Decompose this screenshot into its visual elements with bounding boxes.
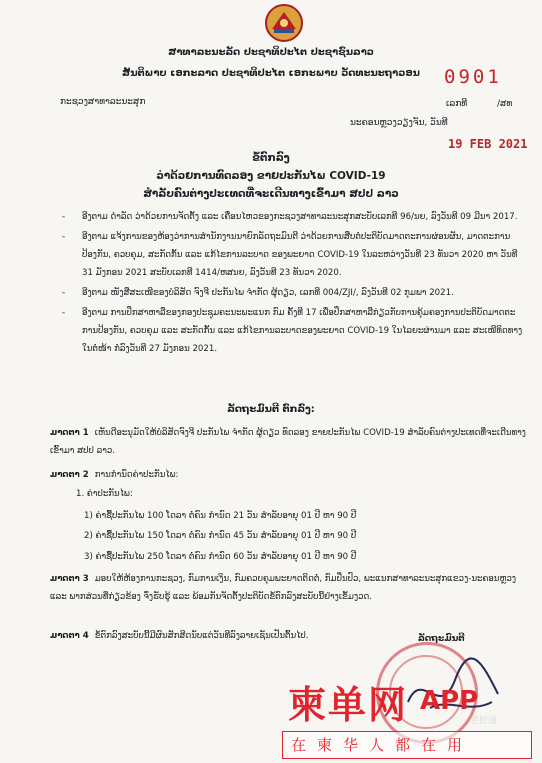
watermark-slogan: 在柬华人都在用: [291, 736, 474, 754]
national-emblem-icon: [262, 3, 306, 43]
watermark-app: APP: [420, 686, 479, 716]
premium-intro: 1. ຄ່າປະກັນໄພ:: [76, 489, 133, 499]
article-text: ເຫັນດີອະນຸມັດໃຫ້ບໍລິສັດຈົງຈີ ປະກັນໄພ ຈຳກັດ ຜູ້ດຽວ ທົດລອງ ຂາຍປະກັນໄພ COVID-19 ສຳລັບຄົນຕ່າງປະເທດທີ່ຈະເດີນທາງເຂົ້າມາ ສປປ ລາວ.: [50, 428, 526, 456]
article-1: [50, 424, 530, 460]
subject-line-1: ວ່າດ້ວຍການທົດລອງ ຂາຍປະກັນໄພ COVID-19: [156, 170, 386, 182]
article-3: [50, 570, 530, 606]
reference-list: [60, 208, 525, 360]
subject-line-2: ສຳລັບຄົນຕ່າງປະເທດທີ່ຈະເດີນທາງເຂົ້າມາ ສປປ ລາວ: [143, 188, 399, 200]
national-motto: ສັນຕິພາບ ເອກະລາດ ປະຊາທິປະໄຕ ເອກະພາບ ວັດທະນະຖາວອນ: [122, 68, 420, 79]
reference-item: - ອີງຕາມ ດຳລັດ ວ່າດ້ວຍການຈັດຕັ້ງ ແລະ ເຄື່ອນໄຫວຂອງກະຊວງສາທາລະນະສຸກສະບັບເລກທີ 96/ນຍ, ລົງວັນທີ 09 ມີນາ 2017.: [60, 208, 525, 226]
document-type: ຂໍ້ຕົກລົງ: [252, 152, 290, 164]
watermark-brand: 柬单网: [288, 683, 409, 727]
watermark-account: 老挝通: [470, 716, 498, 726]
reference-item: - ອີງຕາມ ແຈ້ງການຂອງຫ້ອງວ່າການສຳນັກງານນາຍົກລັດຖະມົນຕີ ວ່າດ້ວຍການສືບຕໍ່ປະຕິບັດມາດຕະການຜ່ອນຜັນ, ມາດຕະການປ້ອງກັນ, ຄວບຄຸມ, ສະກັດກັ້ນ ແລະ ແກ້ໄຂການລະບາດ ຂອງພະຍາດ COVID-19 ໃນລະຫວ່າງວັນທີ 23 ທັນວາ 2020 ຫາ ວັນທີ 31 ມັງກອນ 2021 ສະບັບເລກທີ 1414/ຫສນຍ, ລົງວັນທີ 23 ທັນວາ 2020.: [60, 228, 525, 282]
article-text: ມອບໃຫ້ຫ້ອງການກະຊວງ, ກົມການເງິນ, ກົມຄວບຄຸມພະຍາດຕິດຕໍ່, ກົມປິ່ນປົວ, ພະແນກສາທາລະນະສຸກແຂວງ-ນະຄອນຫຼວງ ແລະ ພາກສ່ວນທີ່ກ່ຽວຂ້ອງ ຈົ່ງຮັບຮູ້ ແລະ ພ້ອມກັນຈັດຕັ້ງປະຕິບັດຂໍ້ຕົກລົງສະບັບນີ້ຢ່າງເຂັ້ມງວດ.: [50, 574, 517, 602]
premium-option-2: 2) ຄ່າຊື້ປະກັນໄພ 150 ໂດລາ ຕໍ່ຄົນ ກຳນົດ 45 ວັນ ສຳລັບອາຍຸ 01 ປີ ຫາ 90 ປີ: [84, 531, 357, 541]
premium-option-3: 3) ຄ່າຊື້ປະກັນໄພ 250 ໂດລາ ຕໍ່ຄົນ ກຳນົດ 60 ວັນ ສຳລັບອາຍຸ 01 ປີ ຫາ 90 ປີ: [84, 552, 357, 562]
ministry-name: ກະຊວງສາທາລະນະສຸກ: [60, 97, 146, 107]
article-number: ມາດຕາ 3: [50, 574, 89, 584]
signatory-title: ລັດຖະມົນຕີ: [418, 634, 465, 644]
article-number: ມາດຕາ 4: [50, 631, 89, 641]
article-number: ມາດຕາ 2: [50, 470, 89, 480]
watermark-slogan-bar: [282, 731, 532, 759]
republic-name: ສາທາລະນະລັດ ປະຊາທິປະໄຕ ປະຊາຊົນລາວ: [168, 47, 374, 58]
article-text: ຂໍ້ຕົກລົງສະບັບນີ້ມີຜົນສັກສິດນັບແຕ່ວັນທີລົງລາຍເຊັນເປັນຕົ້ນໄປ.: [94, 631, 309, 641]
article-2: [50, 466, 530, 484]
article-number: ມາດຕາ 1: [50, 428, 89, 438]
premium-option-1: 1) ຄ່າຊື້ປະກັນໄພ 100 ໂດລາ ຕໍ່ຄົນ ກຳນົດ 21 ວັນ ສຳລັບອາຍຸ 01 ປີ ຫາ 90 ປີ: [84, 511, 357, 521]
article-text: ການກຳນົດຄ່າປະກັນໄພ:: [94, 470, 179, 480]
number-suffix: /ສທ: [497, 99, 513, 109]
serial-number: 0901: [444, 66, 502, 88]
decision-heading: ລັດຖະມົນຕີ ຕົກລົງ:: [227, 404, 315, 415]
place-date-label: ນະຄອນຫຼວງວຽງຈັນ, ວັນທີ: [350, 118, 448, 128]
number-label: ເລກທີ: [446, 99, 468, 109]
reference-item: - ອີງຕາມ ການປຶກສາຫາລືຂອງກອງປະຊຸມຄະນະພະແນກ ກົມ ຄັ້ງທີ 17 ເພື່ອປຶກສາຫາລືກ່ຽວກັບການຄຸ້ມຄອງການປະຕິບັດມາດຕະການປ້ອງກັນ, ຄວບຄຸມ ແລະ ສະກັດກັ້ນ ແລະ ແກ້ໄຂການລະບາດຂອງພະຍາດ COVID-19 ໃນໄລຍະຜ່ານມາ ແລະ ສະເໜີທິດທາງໃນຕໍ່ໜ້າ ກໍ່ລົງວັນທີ 27 ມັງກອນ 2021.: [60, 304, 525, 358]
reference-item: - ອີງຕາມ ໜັງສືສະເໜີຂອງບໍລິສັດ ຈົງຈີ ປະກັນໄພ ຈຳກັດ ຜູ້ດຽວ, ເລກທີ 004/ZJI/, ລົງວັນທີ 02 ກຸມພາ 2021.: [60, 284, 525, 302]
date-stamp: 19 FEB 2021: [448, 137, 528, 151]
